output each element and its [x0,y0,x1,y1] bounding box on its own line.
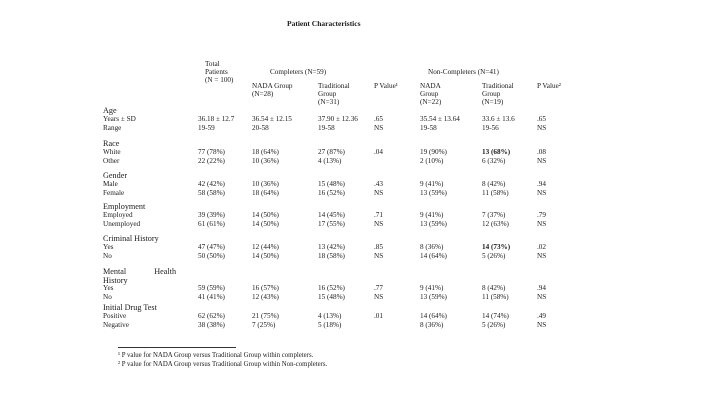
cell-nc-nada: 8 (36%) [420,320,444,329]
header-completers: Completers (N=59) [270,68,327,76]
section-label: Age [103,106,117,115]
cell-c-nada: 20-58 [252,123,269,132]
cell-c-trad: 4 (13%) [318,312,342,320]
cell-total: 50 (50%) [198,251,225,260]
cell-nc-p: NS [537,251,547,260]
cell-c-trad: 13 (42%) [318,243,345,251]
cell-nc-p: NS [537,123,547,132]
cell-nc-p: .02 [537,243,546,251]
cell-c-trad: 16 (52%) [318,188,345,197]
cell-c-nada: 12 (43%) [252,292,279,301]
cell-total: 22 (22%) [198,156,225,165]
row-label: Yes [103,284,114,292]
footnote: ¹ P value for NADA Group versus Traditional Group within completers. [118,352,314,359]
cell-nc-nada: 2 (10%) [420,156,444,165]
cell-c-trad: 27 (87%) [318,148,345,156]
cell-nc-trad: 5 (26%) [482,251,506,260]
row-label: Positive [103,312,127,320]
cell-total: 42 (42%) [198,180,225,188]
cell-c-p: .65 [374,115,383,123]
section-label: Initial Drug Test [103,303,157,312]
row-label: Negative [103,320,129,329]
cell-c-p: .77 [374,284,383,292]
row-label: Years ± SD [103,115,136,123]
cell-nc-p: NS [537,219,547,228]
cell-c-p: .85 [374,243,383,251]
row-label: Female [103,188,125,197]
cell-c-nada: 36.54 ± 12.15 [252,115,292,123]
cell-nc-trad: 8 (42%) [482,180,506,188]
cell-c-nada: 14 (50%) [252,219,279,228]
cell-c-trad: 19-58 [318,123,335,132]
row-label: Other [103,156,120,165]
cell-c-p: .71 [374,211,383,219]
header-nc-trad-line: Traditional [482,82,514,90]
row-label: Unemployed [103,219,141,228]
cell-nc-nada: 9 (41%) [420,211,444,219]
cell-nc-nada: 19 (90%) [420,148,447,156]
cell-c-trad: 18 (58%) [318,251,345,260]
cell-nc-p: .08 [537,148,546,156]
cell-nc-nada: 35.54 ± 13.64 [420,115,460,123]
cell-c-p: .01 [374,312,383,320]
row-label: Range [103,123,122,132]
cell-c-p: .43 [374,180,383,188]
cell-total: 38 (38%) [198,320,225,329]
cell-nc-p: .49 [537,312,546,320]
table-title: Patient Characteristics [287,19,361,28]
header-total-line: Patients [205,68,228,76]
cell-nc-trad: 8 (42%) [482,284,506,292]
cell-nc-nada: 9 (41%) [420,180,444,188]
cell-nc-trad: 11 (58%) [482,292,509,301]
cell-c-trad: 5 (18%) [318,320,342,329]
header-nc-nada-line: NADA [420,82,441,90]
cell-nc-p: NS [537,320,547,329]
cell-nc-p: NS [537,292,547,301]
cell-c-trad: 37.90 ± 12.36 [318,115,358,123]
cell-nc-trad: 11 (58%) [482,188,509,197]
footnote: ² P value for NADA Group versus Traditional Group within Non-completers. [118,361,328,368]
cell-c-nada: 14 (50%) [252,251,279,260]
section-label: Gender [103,171,128,180]
cell-total: 39 (39%) [198,211,225,219]
header-nc-nada-line: (N=22) [420,98,442,106]
cell-nc-p: .94 [537,284,546,292]
cell-c-nada: 21 (75%) [252,312,279,320]
cell-c-nada: 12 (44%) [252,243,279,251]
cell-c-p: .04 [374,148,383,156]
cell-c-trad: 17 (55%) [318,219,345,228]
header-nc-nada-line: Group [420,90,439,98]
cell-c-trad: 14 (45%) [318,211,345,219]
cell-nc-trad: 14 (74%) [482,312,509,320]
cell-nc-nada: 13 (59%) [420,219,447,228]
cell-nc-nada: 13 (59%) [420,292,447,301]
cell-nc-nada: 9 (41%) [420,284,444,292]
cell-total: 62 (62%) [198,312,225,320]
cell-total: 47 (47%) [198,243,225,251]
cell-nc-trad: 7 (37%) [482,211,506,219]
cell-nc-p: NS [537,156,547,165]
header-total-line: Total [205,60,220,68]
header-c-trad-line: (N=31) [318,98,340,106]
cell-c-trad: 16 (52%) [318,284,345,292]
cell-c-p: NS [374,219,384,228]
cell-total: 58 (58%) [198,188,225,197]
cell-total: 41 (41%) [198,292,225,301]
header-c-trad-line: Group [318,90,337,98]
header-c-nada-line: NADA Group [252,82,293,90]
cell-c-nada: 14 (50%) [252,211,279,219]
row-label: Employed [103,211,133,219]
cell-nc-trad: 19-56 [482,123,499,132]
header-noncompleters: Non-Completers (N=41) [428,68,499,76]
cell-nc-trad: 14 (73%) [482,243,511,251]
cell-nc-nada: 19-58 [420,123,437,132]
cell-nc-nada: 13 (59%) [420,188,447,197]
cell-total: 77 (78%) [198,148,225,156]
cell-nc-trad: 6 (32%) [482,156,506,165]
header-nc-pvalue: P Value² [537,82,561,90]
cell-nc-p: .79 [537,211,546,219]
cell-c-p: NS [374,123,384,132]
cell-total: 61 (61%) [198,219,225,228]
cell-total: 19-59 [198,123,215,132]
cell-total: 59 (59%) [198,284,225,292]
footnote-rule [118,347,236,348]
cell-nc-trad: 5 (26%) [482,320,506,329]
cell-c-trad: 4 (13%) [318,156,342,165]
cell-c-nada: 7 (25%) [252,320,276,329]
cell-c-nada: 18 (64%) [252,188,279,197]
cell-c-nada: 18 (64%) [252,148,279,156]
cell-nc-trad: 12 (63%) [482,219,509,228]
header-total-line: (N = 100) [205,76,234,84]
section-label: Race [103,139,120,148]
cell-c-nada: 16 (57%) [252,284,279,292]
cell-nc-trad: 33.6 ± 13.6 [482,115,515,123]
row-label: No [103,251,112,260]
cell-c-p: NS [374,292,384,301]
header-c-trad-line: Traditional [318,82,350,90]
header-nc-trad-line: Group [482,90,501,98]
cell-c-nada: 10 (36%) [252,180,279,188]
row-label: Male [103,180,118,188]
cell-nc-nada: 8 (36%) [420,243,444,251]
cell-c-p: NS [374,188,384,197]
cell-nc-trad: 13 (68%) [482,148,511,156]
row-label: No [103,292,112,301]
cell-nc-p: .94 [537,180,546,188]
cell-c-trad: 15 (48%) [318,292,345,301]
row-label: White [103,148,121,156]
cell-c-nada: 10 (36%) [252,156,279,165]
cell-c-p: NS [374,251,384,260]
section-label: Criminal History [103,234,159,243]
header-nc-trad-line: (N=19) [482,98,504,106]
cell-total: 36.18 ± 12.7 [198,115,235,123]
section-label: Mental Health History [103,267,177,285]
cell-c-trad: 15 (48%) [318,180,345,188]
header-c-pvalue: P Value¹ [374,82,398,90]
cell-nc-p: NS [537,188,547,197]
section-label: Employment [103,202,146,211]
cell-nc-p: .65 [537,115,546,123]
cell-nc-nada: 14 (64%) [420,312,447,320]
header-c-nada-line: (N=28) [252,90,274,98]
cell-nc-nada: 14 (64%) [420,251,447,260]
row-label: Yes [103,243,114,251]
